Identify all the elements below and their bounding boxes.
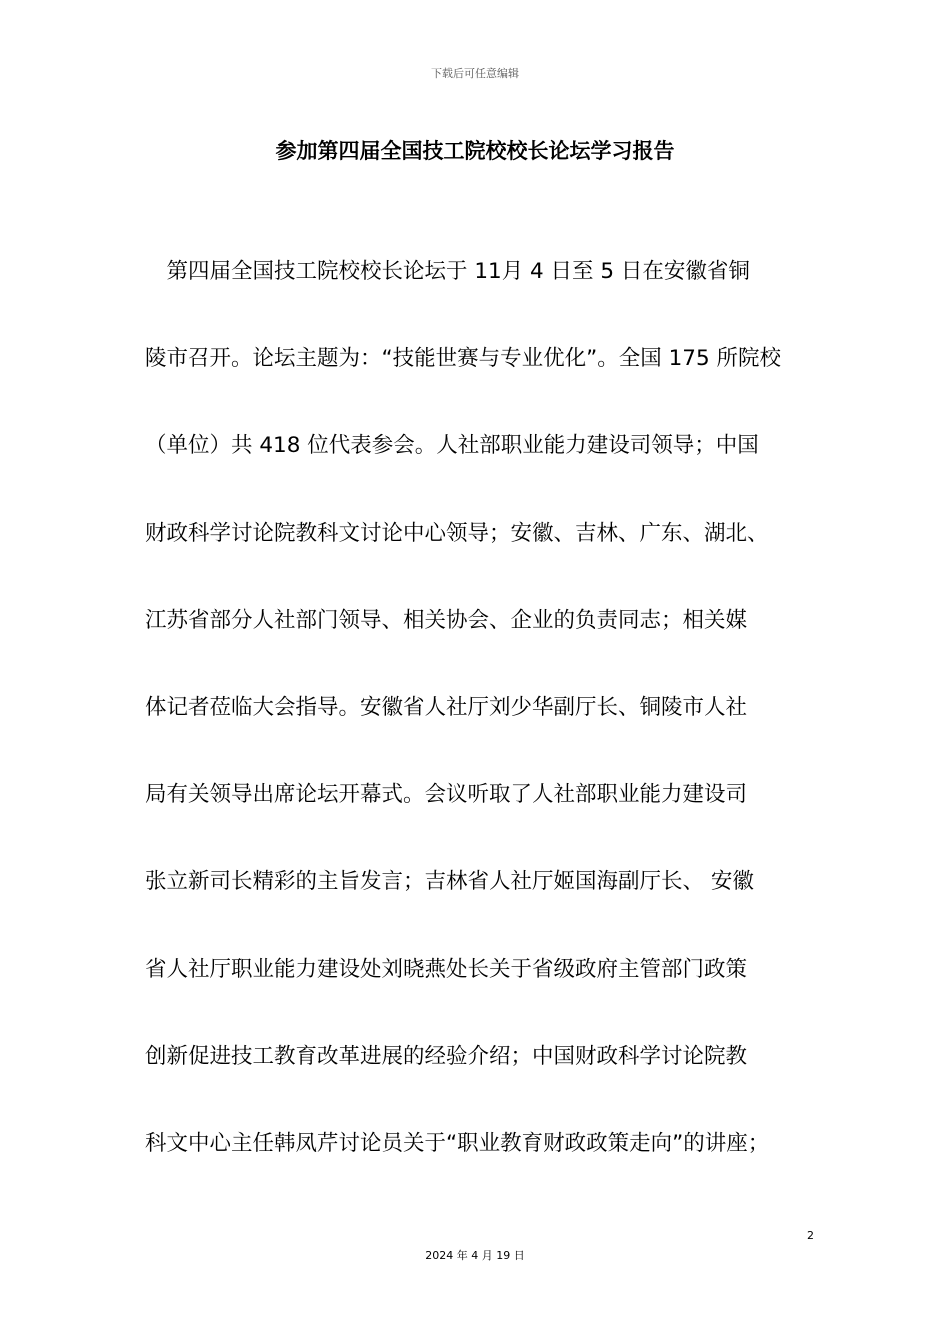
paragraph-line: 第四届全国技工院校校长论坛于 11月 4 日至 5 日在安徽省铜 — [145, 259, 750, 284]
paragraph-line: 财政科学讨论院教科文讨论中心领导；安徽、吉林、广东、湖北、 — [145, 520, 769, 546]
paragraph-line: 创新促进技工教育改革进展的经验介绍；中国财政科学讨论院教 — [145, 1043, 748, 1069]
paragraph-line: （单位）共 418 位代表参会。人社部职业能力建设司领导；中国 — [145, 433, 759, 459]
paragraph-line: 张立新司长精彩的主旨发言；吉林省人社厅姬国海副厅长、 安徽 — [145, 869, 754, 895]
paragraph-line: 省人社厅职业能力建设处刘晓燕处长关于省级政府主管部门政策 — [145, 956, 748, 982]
paragraph-line: 陵市召开。论坛主题为：“技能世赛与专业优化”。全国 175 所院校 — [145, 346, 781, 372]
paragraph-line: 局有关领导出席论坛开幕式。会议听取了人社部职业能力建设司 — [145, 782, 748, 808]
page-number: 2 — [807, 1229, 814, 1242]
paragraph-line: 江苏省部分人社部门领导、相关协会、企业的负责同志；相关媒 — [145, 607, 748, 633]
body-paragraph — [145, 244, 815, 1203]
document-title: 参加第四届全国技工院校校长论坛学习报告 — [275, 139, 675, 163]
paragraph-line: 科文中心主任韩凤芹讨论员关于“职业教育财政政策走向”的讲座； — [145, 1130, 770, 1156]
paragraph-line: 体记者莅临大会指导。安徽省人社厅刘少华副厅长、铜陵市人社 — [145, 694, 748, 720]
header-note: 下载后可任意编辑 — [431, 67, 519, 80]
footer-date: 2024 年 4 月 19 日 — [425, 1249, 525, 1262]
